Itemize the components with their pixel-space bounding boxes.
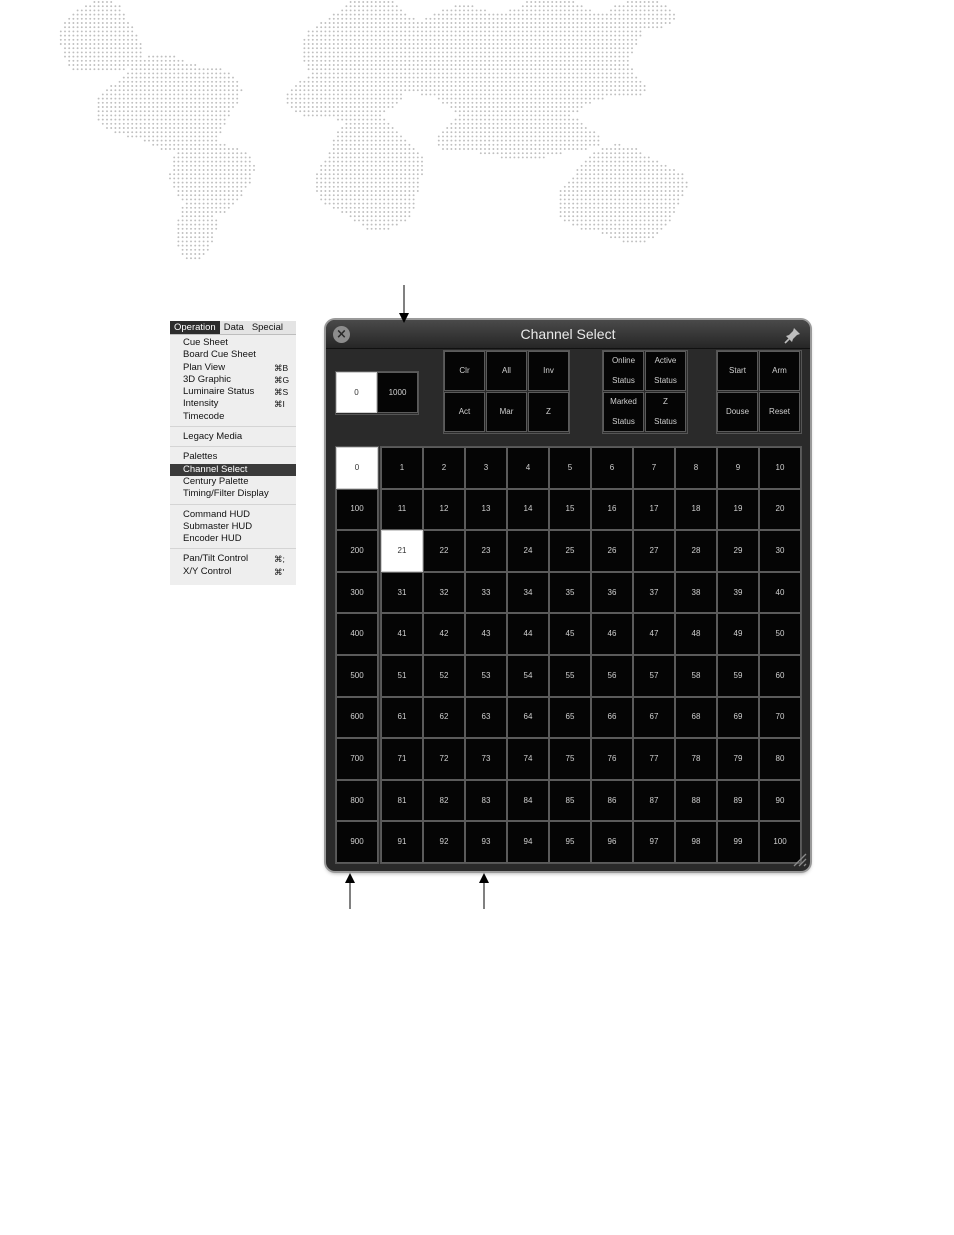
menubar-data[interactable]: Data [223, 322, 244, 333]
menu-item-label: Timecode [183, 410, 225, 422]
channel-button-25[interactable]: 25 [549, 530, 591, 572]
operation-menu [170, 321, 296, 585]
channel-button-43[interactable]: 43 [465, 613, 507, 655]
control-button-arm[interactable]: Arm [759, 351, 800, 391]
channel-button-52[interactable]: 52 [423, 655, 465, 697]
channel-button-64[interactable]: 64 [507, 697, 549, 739]
channel-button-36[interactable]: 36 [591, 572, 633, 614]
channel-button-94[interactable]: 94 [507, 821, 549, 863]
channel-button-41[interactable]: 41 [381, 613, 423, 655]
channel-button-32[interactable]: 32 [423, 572, 465, 614]
channel-button-1[interactable]: 1 [381, 447, 423, 489]
menu-item-shortcut: ⌘I [274, 399, 285, 410]
channel-select-window [326, 320, 810, 871]
channel-button-39[interactable]: 39 [717, 572, 759, 614]
channel-button-3[interactable]: 3 [465, 447, 507, 489]
channel-button-93[interactable]: 93 [465, 821, 507, 863]
channel-button-30[interactable]: 30 [759, 530, 801, 572]
menu-item-label: Cue Sheet [183, 337, 228, 348]
menu-item-intensity[interactable] [170, 398, 296, 410]
menu-item-label: Luminaire Status [183, 386, 255, 398]
channel-button-18[interactable]: 18 [675, 489, 717, 531]
channel-button-27[interactable]: 27 [633, 530, 675, 572]
menu-item-palettes[interactable] [170, 451, 296, 463]
status-button-marked-status[interactable]: Marked Status [603, 392, 644, 432]
menu-separator [170, 426, 296, 427]
channel-button-79[interactable]: 79 [717, 738, 759, 780]
hundreds-button-600[interactable]: 600 [336, 697, 378, 739]
channel-button-63[interactable]: 63 [465, 697, 507, 739]
menu-item-encoder-hud[interactable] [170, 533, 296, 545]
callout-arrow-hundreds [342, 871, 358, 911]
menu-item-century-palette[interactable] [170, 476, 296, 488]
channel-button-56[interactable]: 56 [591, 655, 633, 697]
channel-button-66[interactable]: 66 [591, 697, 633, 739]
hundreds-button-800[interactable]: 800 [336, 780, 378, 822]
menu-item-label: Century Palette [183, 475, 249, 487]
channel-button-13[interactable]: 13 [465, 489, 507, 531]
menu-separator [170, 446, 296, 447]
menu-item-label: Palettes [183, 451, 218, 463]
menu-item-submaster-hud[interactable] [170, 521, 296, 533]
channel-button-12[interactable]: 12 [423, 489, 465, 531]
channel-button-16[interactable]: 16 [591, 489, 633, 531]
hundreds-button-400[interactable]: 400 [336, 613, 378, 655]
menu-item-shortcut: ⌘G [274, 374, 290, 385]
channel-button-2[interactable]: 2 [423, 447, 465, 489]
channel-button-14[interactable]: 14 [507, 489, 549, 531]
command-button-clr[interactable]: Clr [444, 351, 485, 391]
menu-item-cue-sheet[interactable] [170, 337, 296, 349]
status-button-online-status[interactable]: Online Status [603, 351, 644, 391]
channel-button-45[interactable]: 45 [549, 613, 591, 655]
channel-button-11[interactable]: 11 [381, 489, 423, 531]
channel-button-50[interactable]: 50 [759, 613, 801, 655]
channel-button-7[interactable]: 7 [633, 447, 675, 489]
hundreds-button-200[interactable]: 200 [336, 530, 378, 572]
channel-button-8[interactable]: 8 [675, 447, 717, 489]
channel-button-23[interactable]: 23 [465, 530, 507, 572]
bank-button-1000[interactable]: 1000 [377, 372, 418, 413]
channel-button-42[interactable]: 42 [423, 613, 465, 655]
hundreds-button-300[interactable]: 300 [336, 572, 378, 614]
hundreds-button-700[interactable]: 700 [336, 738, 378, 780]
channel-button-86[interactable]: 86 [591, 780, 633, 822]
bank-button-0[interactable]: 0 [336, 372, 377, 413]
menu-item-channel-select[interactable] [170, 464, 296, 476]
channel-button-69[interactable]: 69 [717, 697, 759, 739]
hundreds-button-100[interactable]: 100 [336, 489, 378, 531]
channel-button-92[interactable]: 92 [423, 821, 465, 863]
channel-button-72[interactable]: 72 [423, 738, 465, 780]
channel-button-49[interactable]: 49 [717, 613, 759, 655]
command-button-inv[interactable]: Inv [528, 351, 569, 391]
channel-button-17[interactable]: 17 [633, 489, 675, 531]
menu-item-luminaire-status[interactable] [170, 386, 296, 398]
command-button-mar[interactable]: Mar [486, 392, 527, 432]
channel-button-22[interactable]: 22 [423, 530, 465, 572]
channel-button-82[interactable]: 82 [423, 780, 465, 822]
channel-button-53[interactable]: 53 [465, 655, 507, 697]
menu-item-shortcut: ⌘S [274, 387, 289, 398]
channel-button-61[interactable]: 61 [381, 697, 423, 739]
channel-button-9[interactable]: 9 [717, 447, 759, 489]
channel-button-15[interactable]: 15 [549, 489, 591, 531]
channel-button-20[interactable]: 20 [759, 489, 801, 531]
channel-button-31[interactable]: 31 [381, 572, 423, 614]
channel-button-58[interactable]: 58 [675, 655, 717, 697]
channel-button-21[interactable]: 21 [381, 530, 423, 572]
channel-button-98[interactable]: 98 [675, 821, 717, 863]
channel-button-6[interactable]: 6 [591, 447, 633, 489]
channel-button-87[interactable]: 87 [633, 780, 675, 822]
channel-button-71[interactable]: 71 [381, 738, 423, 780]
channel-button-68[interactable]: 68 [675, 697, 717, 739]
channel-button-78[interactable]: 78 [675, 738, 717, 780]
menu-item-label: Channel Select [183, 463, 248, 475]
menu-item-label: Legacy Media [183, 431, 243, 443]
menu-bar [170, 321, 296, 335]
control-button-start[interactable]: Start [717, 351, 758, 391]
channel-button-81[interactable]: 81 [381, 780, 423, 822]
channel-button-67[interactable]: 67 [633, 697, 675, 739]
channel-button-34[interactable]: 34 [507, 572, 549, 614]
channel-button-19[interactable]: 19 [717, 489, 759, 531]
resize-handle-icon[interactable] [790, 850, 808, 868]
control-button-reset[interactable]: Reset [759, 392, 800, 432]
menu-item-legacy-media[interactable] [170, 431, 296, 443]
menu-separator [170, 548, 296, 549]
channel-button-62[interactable]: 62 [423, 697, 465, 739]
channel-button-91[interactable]: 91 [381, 821, 423, 863]
close-icon[interactable]: × [333, 326, 350, 343]
menu-item-label: 3D Graphic [183, 373, 232, 385]
channel-button-95[interactable]: 95 [549, 821, 591, 863]
channel-button-37[interactable]: 37 [633, 572, 675, 614]
menu-item-shortcut: ⌘; [274, 554, 285, 565]
menu-item-label: Pan/Tilt Control [183, 553, 249, 565]
channel-button-100[interactable]: 100 [759, 821, 801, 863]
channel-button-84[interactable]: 84 [507, 780, 549, 822]
channel-button-35[interactable]: 35 [549, 572, 591, 614]
channel-button-28[interactable]: 28 [675, 530, 717, 572]
channel-button-59[interactable]: 59 [717, 655, 759, 697]
menu-item-label: Plan View [183, 361, 226, 373]
channel-button-55[interactable]: 55 [549, 655, 591, 697]
channel-button-51[interactable]: 51 [381, 655, 423, 697]
command-button-z[interactable]: Z [528, 392, 569, 432]
channel-button-97[interactable]: 97 [633, 821, 675, 863]
channel-button-40[interactable]: 40 [759, 572, 801, 614]
menu-item-x-y-control[interactable] [170, 566, 296, 578]
channel-button-77[interactable]: 77 [633, 738, 675, 780]
channel-button-89[interactable]: 89 [717, 780, 759, 822]
control-button-douse[interactable]: Douse [717, 392, 758, 432]
channel-button-80[interactable]: 80 [759, 738, 801, 780]
channel-button-47[interactable]: 47 [633, 613, 675, 655]
menubar-special[interactable]: Special [251, 322, 283, 333]
channel-button-88[interactable]: 88 [675, 780, 717, 822]
channel-button-57[interactable]: 57 [633, 655, 675, 697]
channel-button-54[interactable]: 54 [507, 655, 549, 697]
menu-item-3d-graphic[interactable] [170, 374, 296, 386]
menu-item-label: X/Y Control [183, 565, 232, 577]
hundreds-button-500[interactable]: 500 [336, 655, 378, 697]
channel-button-24[interactable]: 24 [507, 530, 549, 572]
command-button-act[interactable]: Act [444, 392, 485, 432]
menu-item-shortcut: ⌘B [274, 362, 289, 373]
status-button-z-status[interactable]: Z Status [645, 392, 686, 432]
channel-button-60[interactable]: 60 [759, 655, 801, 697]
menubar-operation[interactable]: Operation [170, 321, 220, 334]
channel-button-5[interactable]: 5 [549, 447, 591, 489]
pin-icon[interactable] [784, 326, 802, 344]
channel-button-29[interactable]: 29 [717, 530, 759, 572]
status-button-active-status[interactable]: Active Status [645, 351, 686, 391]
menu-separator [170, 504, 296, 505]
world-map-graphic [0, 0, 954, 270]
menu-item-board-cue-sheet[interactable] [170, 349, 296, 361]
menu-item-label: Timing/Filter Display [183, 488, 269, 500]
callout-arrow-top [396, 285, 412, 325]
menu-item-label: Encoder HUD [183, 533, 242, 545]
channel-button-10[interactable]: 10 [759, 447, 801, 489]
menu-item-pan-tilt-control[interactable] [170, 553, 296, 565]
menu-item-timing-filter-display[interactable] [170, 488, 296, 500]
channel-button-38[interactable]: 38 [675, 572, 717, 614]
channel-button-75[interactable]: 75 [549, 738, 591, 780]
channel-button-74[interactable]: 74 [507, 738, 549, 780]
callout-arrow-channels [476, 871, 492, 911]
menu-items [170, 335, 296, 578]
command-button-all[interactable]: All [486, 351, 527, 391]
channel-button-48[interactable]: 48 [675, 613, 717, 655]
menu-item-timecode[interactable] [170, 411, 296, 423]
menu-item-label: Command HUD [183, 508, 251, 520]
channel-button-26[interactable]: 26 [591, 530, 633, 572]
channel-button-33[interactable]: 33 [465, 572, 507, 614]
hundreds-button-0[interactable]: 0 [336, 447, 378, 489]
channel-button-85[interactable]: 85 [549, 780, 591, 822]
window-title: Channel Select [520, 326, 616, 342]
channel-button-90[interactable]: 90 [759, 780, 801, 822]
channel-button-96[interactable]: 96 [591, 821, 633, 863]
channel-button-44[interactable]: 44 [507, 613, 549, 655]
channel-button-46[interactable]: 46 [591, 613, 633, 655]
menu-item-label: Board Cue Sheet [183, 349, 256, 361]
menu-item-command-hud[interactable] [170, 509, 296, 521]
channel-button-83[interactable]: 83 [465, 780, 507, 822]
channel-button-4[interactable]: 4 [507, 447, 549, 489]
channel-button-70[interactable]: 70 [759, 697, 801, 739]
menu-item-label: Submaster HUD [183, 520, 253, 532]
menu-item-plan-view[interactable] [170, 362, 296, 374]
hundreds-button-900[interactable]: 900 [336, 821, 378, 863]
channel-button-65[interactable]: 65 [549, 697, 591, 739]
menu-item-label: Intensity [183, 398, 219, 410]
channel-button-76[interactable]: 76 [591, 738, 633, 780]
channel-button-73[interactable]: 73 [465, 738, 507, 780]
menu-item-shortcut: ⌘' [274, 566, 285, 577]
channel-button-99[interactable]: 99 [717, 821, 759, 863]
